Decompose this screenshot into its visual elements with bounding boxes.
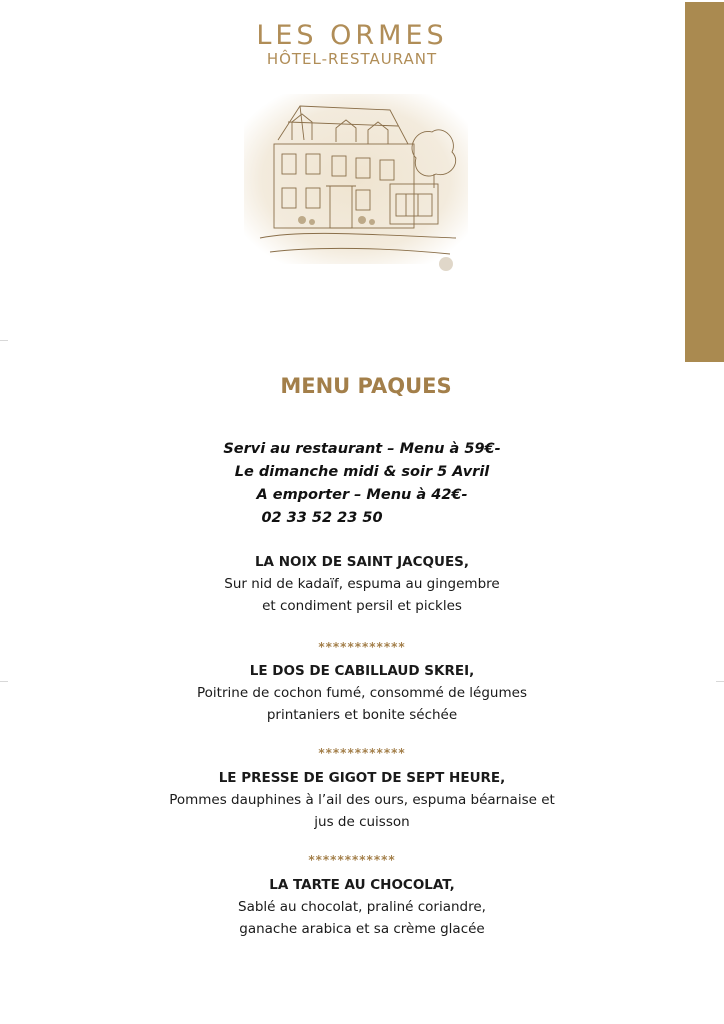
course-description: printaniers et bonite séchée: [266, 707, 458, 723]
course-title: LE DOS DE CABILLAUD SKREI,: [249, 663, 475, 679]
course-description: et condiment persil et pickles: [262, 598, 462, 614]
phone-number: 02 33 52 23 50: [261, 510, 383, 526]
intro-line: A emporter – Menu à 42€-: [256, 487, 468, 503]
menu-intro: [0, 438, 724, 530]
intro-line: Le dimanche midi & soir 5 Avril: [234, 464, 490, 480]
course-separator: ************: [318, 640, 406, 654]
brand-subtitle: HÔTEL-RESTAURANT: [266, 50, 438, 68]
course-separator: ************: [308, 853, 396, 867]
edge-mark: [0, 340, 8, 341]
intro-line: Servi au restaurant – Menu à 59€-: [223, 441, 501, 457]
brand-name: LES ORMES: [256, 20, 448, 51]
menu-title: MENU PAQUES: [280, 374, 452, 398]
course-title: LE PRESSE DE GIGOT DE SEPT HEURE,: [218, 770, 506, 786]
course-separator: ************: [318, 746, 406, 760]
course-title: LA TARTE AU CHOCOLAT,: [269, 877, 455, 893]
course-description: Pommes dauphines à l’ail des ours, espuma béarnaise et: [169, 792, 555, 808]
course-description: Sur nid de kadaïf, espuma au gingembre: [224, 576, 500, 592]
course-description: jus de cuisson: [314, 814, 410, 830]
course-dessert: [0, 874, 724, 940]
course-description: Poitrine de cochon fumé, consommé de légumes: [197, 685, 527, 701]
course-description: Sablé au chocolat, praliné coriandre,: [238, 899, 486, 915]
course-fish: [0, 660, 724, 726]
course-title: LA NOIX DE SAINT JACQUES,: [254, 554, 470, 570]
course-meat: [0, 767, 724, 833]
hotel-sketch-image: [240, 88, 472, 284]
course-description: ganache arabica et sa crème glacée: [239, 921, 485, 937]
course-starter: [0, 551, 724, 617]
